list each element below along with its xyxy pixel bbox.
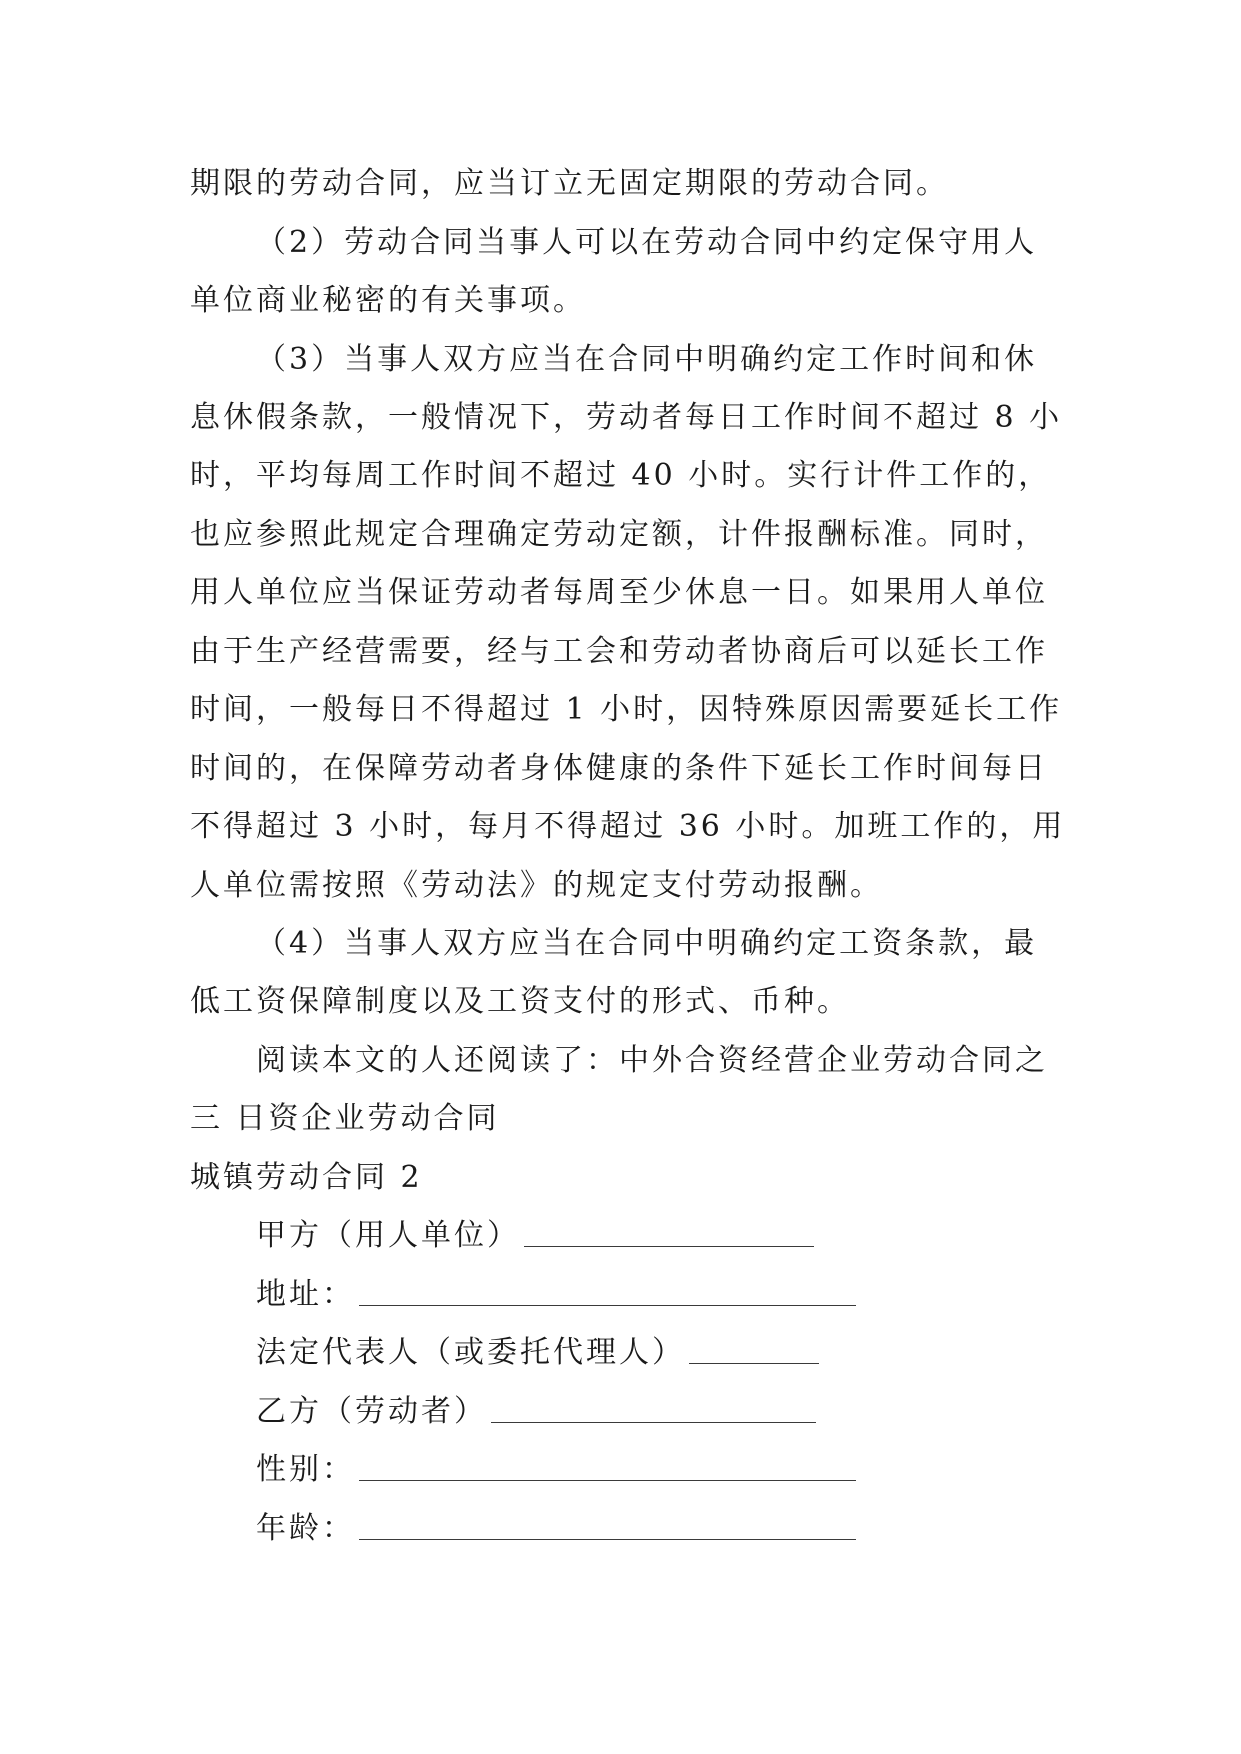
form-field-legal-representative	[256, 1333, 819, 1373]
body-text-line: 低工资保障制度以及工资支付的形式、币种。	[190, 984, 850, 1019]
body-text-line: 也应参照此规定合理确定劳动定额，计件报酬标准。同时，	[190, 517, 1048, 552]
body-text-line: 用人单位应当保证劳动者每周至少休息一日。如果用人单位	[190, 575, 1048, 610]
section-title: 城镇劳动合同 2	[190, 1160, 423, 1195]
form-field-label: 法定代表人（或委托代理人）	[256, 1335, 685, 1370]
form-field-age	[256, 1509, 856, 1549]
clause-4-line: （4）当事人双方应当在合同中明确约定工资条款，最	[256, 926, 1038, 961]
body-text-line: 息休假条款，一般情况下，劳动者每日工作时间不超过 8 小	[190, 400, 1063, 435]
form-field-label: 乙方（劳动者）	[256, 1394, 487, 1429]
form-field-employer	[256, 1216, 814, 1256]
fill-in-blank	[359, 1538, 856, 1540]
fill-in-blank	[524, 1245, 814, 1247]
form-field-gender	[256, 1450, 856, 1490]
body-text-line: 人单位需按照《劳动法》的规定支付劳动报酬。	[190, 868, 883, 903]
form-field-employee	[256, 1392, 816, 1432]
body-text-line: 三 日资企业劳动合同	[190, 1101, 500, 1136]
form-field-label: 甲方（用人单位）	[256, 1218, 520, 1253]
clause-3-line: （3）当事人双方应当在合同中明确约定工作时间和休	[256, 342, 1038, 377]
related-reading-line: 阅读本文的人还阅读了：中外合资经营企业劳动合同之	[256, 1043, 1048, 1078]
body-text-line: 不得超过 3 小时，每月不得超过 36 小时。加班工作的，用	[190, 809, 1066, 844]
body-text-line: 时间，一般每日不得超过 1 小时，因特殊原因需要延长工作	[190, 692, 1063, 727]
body-text-line: 期限的劳动合同，应当订立无固定期限的劳动合同。	[190, 166, 949, 201]
fill-in-blank	[359, 1304, 856, 1306]
clause-2-line: （2）劳动合同当事人可以在劳动合同中约定保守用人	[256, 225, 1038, 260]
form-field-label: 性别：	[256, 1452, 355, 1487]
body-text-line: 单位商业秘密的有关事项。	[190, 283, 586, 318]
fill-in-blank	[491, 1421, 816, 1423]
form-field-address	[256, 1275, 856, 1315]
body-text-line: 时间的，在保障劳动者身体健康的条件下延长工作时间每日	[190, 751, 1048, 786]
form-field-label: 年龄：	[256, 1511, 355, 1546]
body-text-line: 时，平均每周工作时间不超过 40 小时。实行计件工作的，	[190, 458, 1052, 493]
form-field-label: 地址：	[256, 1277, 355, 1312]
body-text-line: 由于生产经营需要，经与工会和劳动者协商后可以延长工作	[190, 634, 1048, 669]
fill-in-blank	[359, 1479, 856, 1481]
fill-in-blank	[689, 1362, 819, 1364]
